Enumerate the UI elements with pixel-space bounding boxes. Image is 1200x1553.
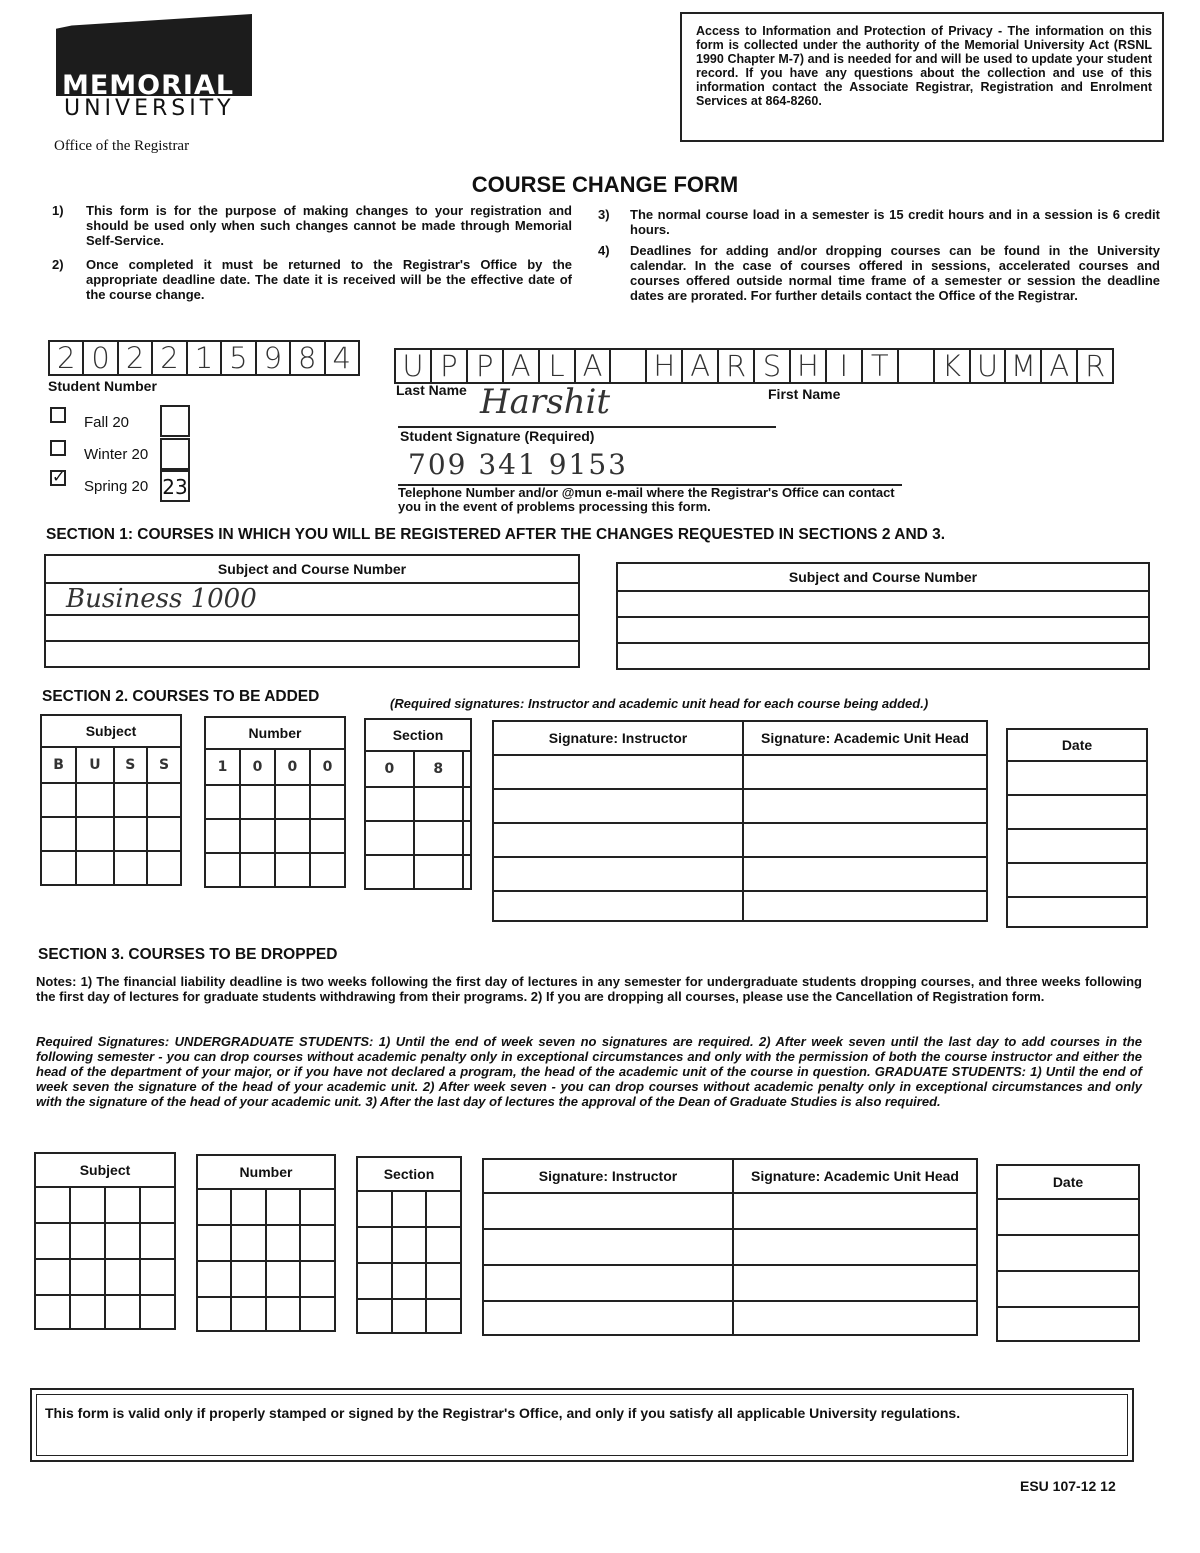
char-box: A (504, 350, 540, 382)
col-header-section: Section (357, 1157, 461, 1191)
number-char[interactable] (275, 819, 310, 853)
section-char[interactable] (392, 1263, 427, 1299)
subject-char[interactable] (76, 783, 113, 817)
add-signature-table (492, 720, 988, 922)
signature-cell[interactable] (743, 857, 987, 891)
term-year-spring[interactable]: 23 (160, 470, 190, 502)
course-entry: Business 1000 (66, 584, 257, 614)
subject-char[interactable] (35, 1295, 70, 1329)
char-box: R (1085, 349, 1106, 383)
number-char[interactable] (231, 1297, 265, 1331)
subject-char[interactable] (76, 817, 113, 851)
logo-text-memorial: MEMORIAL (62, 70, 235, 101)
number-char[interactable] (300, 1297, 335, 1331)
signature-cell[interactable] (493, 755, 743, 789)
char-box: U (971, 350, 1007, 382)
office-label: Office of the Registrar (54, 138, 190, 154)
subject-char[interactable] (105, 1295, 140, 1329)
signature-cell[interactable] (733, 1193, 977, 1229)
subject-char[interactable] (70, 1187, 105, 1223)
char-box: S (755, 350, 791, 382)
subject-char[interactable] (147, 817, 181, 851)
section-char[interactable]: 0 (365, 751, 414, 787)
drop-signature-table (482, 1158, 978, 1336)
col-header-date: Date (997, 1165, 1139, 1199)
subject-char[interactable] (114, 851, 148, 885)
date-cell[interactable] (1007, 863, 1147, 897)
date-cell[interactable] (1007, 761, 1147, 795)
subject-char[interactable] (105, 1223, 140, 1259)
col-header-number: Number (197, 1155, 335, 1189)
note-text: The normal course load in a semester is 15 credit hours and in a session is 6 credit hours. (630, 207, 1160, 237)
section-char[interactable] (463, 855, 471, 889)
table-row[interactable] (617, 643, 1149, 669)
number-char[interactable] (197, 1189, 231, 1225)
subject-char[interactable] (105, 1187, 140, 1223)
section-char[interactable] (426, 1227, 461, 1263)
number-char[interactable] (197, 1297, 231, 1331)
section-char[interactable] (365, 821, 414, 855)
char-box: K (935, 350, 971, 382)
digit-box: 8 (291, 342, 325, 374)
first-name-label: First Name (768, 386, 841, 402)
number-char[interactable] (275, 853, 310, 887)
char-box: A (1042, 350, 1078, 382)
add-number-table (204, 716, 346, 888)
number-char[interactable] (300, 1225, 335, 1261)
col-header: Subject and Course Number (617, 563, 1149, 591)
term-checkbox-winter[interactable] (50, 440, 66, 456)
table-row[interactable] (617, 591, 1149, 617)
col-header-sig-head: Signature: Academic Unit Head (733, 1159, 977, 1193)
date-cell[interactable] (997, 1199, 1139, 1235)
char-box: P (432, 350, 468, 382)
number-char[interactable] (275, 785, 310, 819)
section-char[interactable]: 8 (414, 751, 463, 787)
subject-char[interactable] (41, 851, 76, 885)
check-mark-icon: ✓ (52, 469, 66, 486)
subject-char[interactable]: U (76, 747, 113, 783)
note-number: 4) (598, 243, 610, 258)
note-number: 3) (598, 207, 610, 222)
char-box: T (863, 350, 899, 382)
number-char[interactable] (231, 1225, 265, 1261)
drop-number-table (196, 1154, 336, 1332)
signature-cell[interactable] (493, 891, 743, 921)
number-char[interactable] (197, 1225, 231, 1261)
char-box (899, 350, 935, 382)
section-char[interactable] (357, 1299, 392, 1333)
subject-char[interactable] (70, 1259, 105, 1295)
col-header-subject: Subject (35, 1153, 175, 1187)
char-box: U (396, 350, 432, 382)
signature-cell[interactable] (733, 1265, 977, 1301)
validity-box (30, 1388, 1134, 1462)
number-char[interactable] (205, 785, 240, 819)
term-label-winter: Winter 20 (84, 446, 149, 463)
subject-char[interactable] (147, 783, 181, 817)
add-section-table (364, 718, 472, 890)
subject-char[interactable] (35, 1187, 70, 1223)
validity-text: This form is valid only if properly stamped or signed by the Registrar's Office, and only if you satisfy all applicable University regulations. (36, 1394, 1128, 1456)
char-box: P (468, 350, 504, 382)
signature-cell[interactable] (483, 1193, 733, 1229)
section-char[interactable] (357, 1227, 392, 1263)
section-char[interactable] (392, 1299, 427, 1333)
signature-cell[interactable] (483, 1265, 733, 1301)
number-char[interactable] (300, 1189, 335, 1225)
subject-char[interactable] (140, 1259, 175, 1295)
term-checkbox-fall[interactable] (50, 407, 66, 423)
subject-char[interactable] (147, 851, 181, 885)
subject-char[interactable] (114, 817, 148, 851)
signature-cell[interactable] (733, 1301, 977, 1335)
signature-cell[interactable] (493, 857, 743, 891)
section-char[interactable] (414, 787, 463, 821)
table-row[interactable] (45, 615, 579, 641)
subject-char[interactable] (140, 1295, 175, 1329)
char-box: R (719, 350, 755, 382)
number-char[interactable] (266, 1189, 300, 1225)
section-char[interactable] (365, 855, 414, 889)
number-char[interactable] (240, 785, 275, 819)
subject-char[interactable] (76, 851, 113, 885)
col-header-sig-instructor: Signature: Instructor (493, 721, 743, 755)
number-char[interactable] (240, 819, 275, 853)
subject-char[interactable]: S (114, 747, 148, 783)
term-checkbox-spring[interactable] (50, 470, 66, 486)
term-label-spring: Spring 20 (84, 478, 149, 495)
col-header-number: Number (205, 717, 345, 749)
char-box: A (683, 350, 719, 382)
privacy-notice: Access to Information and Protection of Privacy - The information on this form is collected under the authority of the Memorial University Act (RSNL 1990 Chapter M-7) and is needed for and will be used to update your student record. If you have any questions about the collection and use of this information contact the Associate Registrar, Registration and Enrolment Services at 864-8260. (680, 12, 1164, 142)
subject-char[interactable] (140, 1187, 175, 1223)
section-char[interactable] (463, 821, 471, 855)
signature-cell[interactable] (483, 1301, 733, 1335)
signature-cell[interactable] (743, 789, 987, 823)
drop-subject-table (34, 1152, 176, 1330)
section1-left-table (44, 554, 580, 668)
signature-cell[interactable] (743, 755, 987, 789)
section-char[interactable] (392, 1191, 427, 1227)
logo-text-university: UNIVERSITY (64, 96, 235, 121)
subject-char[interactable]: B (41, 747, 76, 783)
digit-box: 1 (188, 342, 222, 374)
section-char[interactable] (426, 1263, 461, 1299)
note-text: This form is for the purpose of making changes to your registration and should be used only when such changes cannot be made through Memorial Self-Service. (86, 203, 572, 248)
col-header-date: Date (1007, 729, 1147, 761)
subject-char[interactable]: S (147, 747, 181, 783)
col-header-sig-head: Signature: Academic Unit Head (743, 721, 987, 755)
section3-required: Required Signatures: UNDERGRADUATE STUDENTS: 1) Until the end of week seven no signatures are required. 2) After week seven until the last day to add courses in the following semester - you can drop courses without academic penalty only in exceptional circumstances and only with the permission of both the course instructor and either the head of the department of your major, or if you have not declared a program, the head of the academic unit of the course in question. GRADUATE STUDENTS: 1) Until the end of week seven the signature of the head of your academic unit. 2) After week seven - you can drop courses without academic penalty only in exceptional circumstances and only with the signature of the head of your academic unit. 3) After the last day of lectures the approval of the Dean of Graduate Studies is also required. (36, 1034, 1142, 1109)
section-char[interactable] (365, 787, 414, 821)
char-box: H (791, 350, 827, 382)
number-char[interactable] (240, 853, 275, 887)
signature-cell[interactable] (743, 891, 987, 921)
number-char[interactable] (231, 1261, 265, 1297)
number-char[interactable] (266, 1261, 300, 1297)
subject-char[interactable] (140, 1223, 175, 1259)
add-subject-table (40, 714, 182, 886)
name-field[interactable] (394, 348, 1114, 384)
section-char[interactable] (463, 787, 471, 821)
section-char[interactable] (414, 855, 463, 889)
note-number: 1) (52, 203, 64, 218)
phone-label: Telephone Number and/or @mun e-mail where the Registrar's Office can contact you in the event of problems processing this form. (398, 485, 895, 514)
digit-box: 0 (84, 342, 118, 374)
digit-box: 9 (257, 342, 291, 374)
section1-right-table (616, 562, 1150, 670)
char-box: M (1006, 350, 1042, 382)
col-header-sig-instructor: Signature: Instructor (483, 1159, 733, 1193)
section2-heading: SECTION 2. COURSES TO BE ADDED (42, 688, 320, 705)
signature-cell[interactable] (493, 823, 743, 857)
number-char[interactable] (300, 1261, 335, 1297)
char-box (611, 350, 647, 382)
col-header-subject: Subject (41, 715, 181, 747)
number-char[interactable] (266, 1297, 300, 1331)
digit-box: 2 (50, 342, 84, 374)
date-cell[interactable] (1007, 795, 1147, 829)
table-row[interactable] (45, 583, 579, 615)
term-label-fall: Fall 20 (84, 414, 130, 431)
signature-cell[interactable] (483, 1229, 733, 1265)
note-text: Once completed it must be returned to the Registrar's Office by the appropriate deadline date. The date it is received will be the effective date of the course change. (86, 257, 572, 302)
date-cell[interactable] (997, 1235, 1139, 1271)
subject-char[interactable] (41, 817, 76, 851)
drop-section-table (356, 1156, 462, 1334)
signature-cell[interactable] (743, 823, 987, 857)
section-char[interactable] (426, 1299, 461, 1333)
number-char[interactable] (310, 819, 345, 853)
char-box: A (576, 350, 612, 382)
digit-box: 2 (119, 342, 153, 374)
number-char[interactable]: 0 (240, 749, 275, 785)
section-char[interactable] (414, 821, 463, 855)
date-cell[interactable] (1007, 829, 1147, 863)
table-row[interactable] (45, 641, 579, 667)
subject-char[interactable] (35, 1259, 70, 1295)
number-char[interactable]: 0 (275, 749, 310, 785)
term-year-fall[interactable] (160, 405, 190, 437)
signature-label: Student Signature (Required) (400, 428, 595, 444)
number-char[interactable] (310, 785, 345, 819)
note-text: Deadlines for adding and/or dropping courses can be found in the University calendar. In the case of courses offered in sessions, accelerated courses and courses offered outside normal time frame of a semester or session the deadline dates are prorated. For further details contact the Office of the Registrar. (630, 243, 1160, 303)
col-header: Subject and Course Number (45, 555, 579, 583)
section3-heading: SECTION 3. COURSES TO BE DROPPED (38, 946, 338, 963)
signature-cell[interactable] (493, 789, 743, 823)
subject-char[interactable] (41, 783, 76, 817)
subject-char[interactable] (114, 783, 148, 817)
char-box: L (540, 350, 576, 382)
date-cell[interactable] (1007, 897, 1147, 927)
subject-char[interactable] (35, 1223, 70, 1259)
subject-char[interactable] (70, 1223, 105, 1259)
section1-heading: SECTION 1: COURSES IN WHICH YOU WILL BE REGISTERED AFTER THE CHANGES REQUESTED IN SECTIONS 2 AND 3. (46, 526, 946, 543)
subject-char[interactable] (70, 1295, 105, 1329)
last-name-label: Last Name (396, 382, 467, 398)
term-year-winter[interactable] (160, 438, 190, 470)
digit-box: 4 (332, 341, 351, 375)
subject-char[interactable] (105, 1259, 140, 1295)
section2-required-note: (Required signatures: Instructor and academic unit head for each course being added.) (390, 696, 929, 711)
student-number-field[interactable] (48, 340, 360, 376)
section-char[interactable] (426, 1191, 461, 1227)
form-title: COURSE CHANGE FORM (471, 172, 739, 197)
char-box: I (827, 350, 863, 382)
char-box: H (647, 350, 683, 382)
number-char[interactable]: 0 (310, 749, 345, 785)
drop-date-table (996, 1164, 1140, 1342)
number-char[interactable] (310, 853, 345, 887)
section-char[interactable] (463, 751, 471, 787)
student-number-label: Student Number (48, 378, 157, 394)
phone-value[interactable]: 709 341 9153 (408, 448, 628, 481)
add-date-table (1006, 728, 1148, 928)
section-char[interactable] (357, 1263, 392, 1299)
col-header-section: Section (365, 719, 471, 751)
note-number: 2) (52, 257, 64, 272)
digit-box: 2 (153, 342, 187, 374)
number-char[interactable] (205, 819, 240, 853)
number-char[interactable] (231, 1189, 265, 1225)
number-char[interactable]: 1 (205, 749, 240, 785)
number-char[interactable] (197, 1261, 231, 1297)
section-char[interactable] (357, 1191, 392, 1227)
date-cell[interactable] (997, 1271, 1139, 1307)
date-cell[interactable] (997, 1307, 1139, 1341)
section3-notes: Notes: 1) The financial liability deadline is two weeks following the first day of lectures in any semester for undergraduate students dropping courses, and three weeks following the first day of lectures for graduate students withdrawing from their programs. 2) If you are dropping all courses, please use the Cancellation of Registration form. (36, 974, 1142, 1004)
digit-box: 5 (222, 342, 256, 374)
section-char[interactable] (392, 1227, 427, 1263)
signature-cell[interactable] (733, 1229, 977, 1265)
form-code: ESU 107-12 12 (1020, 1478, 1116, 1494)
number-char[interactable] (205, 853, 240, 887)
table-row[interactable] (617, 617, 1149, 643)
number-char[interactable] (266, 1225, 300, 1261)
student-signature: Harshit (480, 382, 611, 422)
